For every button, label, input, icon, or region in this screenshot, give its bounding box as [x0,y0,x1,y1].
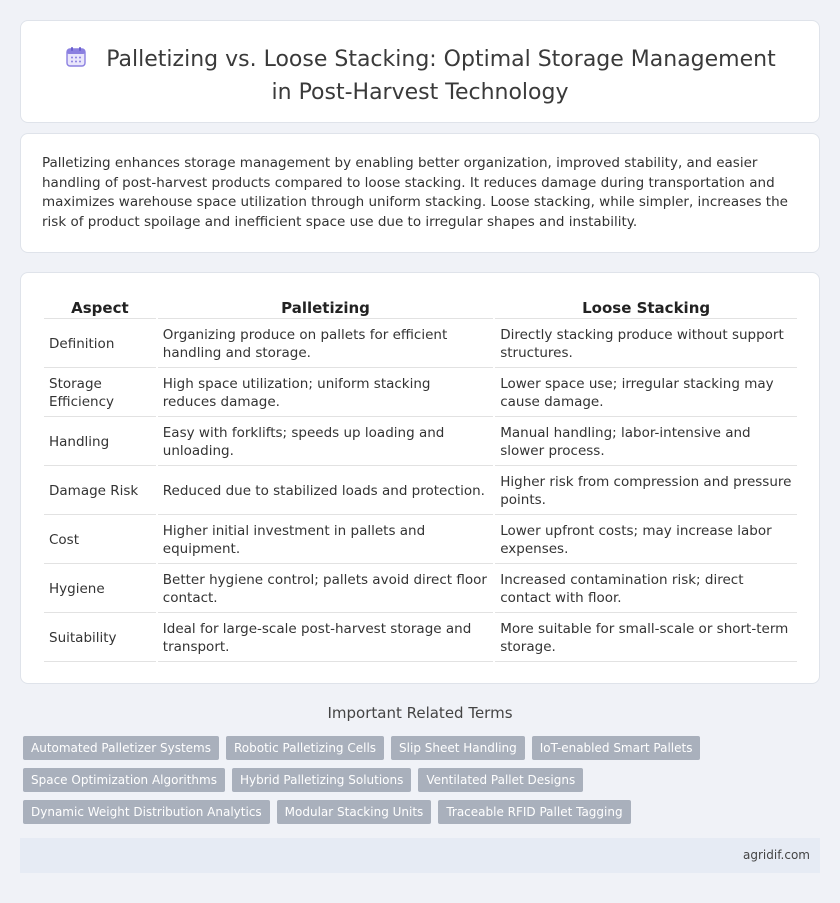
column-header-aspect: Aspect [44,297,156,319]
table-row [44,517,797,564]
related-term-tag[interactable]: Space Optimization Algorithms [23,768,225,792]
related-term-tag[interactable]: Robotic Palletizing Cells [226,736,384,760]
row-palletizing: Ideal for large-scale post-harvest storage and transport. [158,615,493,662]
table-row [44,468,797,515]
row-aspect: Storage Efficiency [44,370,156,417]
intro-paragraph: Palletizing enhances storage management by enabling better organization, improved stability, and easier handling of post-harvest products compared to loose stacking. It reduces damage during transportation and maximizes warehouse space utilization through uniform stacking. Loose stacking, while simpler, increases the risk of product spoilage and inefficient space use due to irregular shapes and instability. [42,155,788,230]
intro-card [20,133,820,253]
row-loose-stacking: More suitable for small-scale or short-term storage. [495,615,797,662]
related-term-tag[interactable]: Hybrid Palletizing Solutions [232,768,411,792]
row-aspect: Damage Risk [44,468,156,515]
row-aspect: Handling [44,419,156,466]
row-aspect: Definition [44,321,156,368]
related-term-tag[interactable]: Slip Sheet Handling [391,736,525,760]
table-row [44,566,797,613]
table-header-row [44,297,797,319]
row-loose-stacking: Higher risk from compression and pressure points. [495,468,797,515]
row-loose-stacking: Manual handling; labor-intensive and slower process. [495,419,797,466]
row-palletizing: Organizing produce on pallets for efficient handling and storage. [158,321,493,368]
page-title-wrap [61,45,779,108]
related-terms-heading: Important Related Terms [327,704,513,722]
related-term-tag[interactable]: Modular Stacking Units [277,800,432,824]
related-term-tag[interactable]: IoT-enabled Smart Pallets [532,736,701,760]
related-term-tag[interactable]: Ventilated Pallet Designs [418,768,583,792]
related-term-tag[interactable]: Dynamic Weight Distribution Analytics [23,800,270,824]
calendar-icon [64,45,88,78]
table-row [44,321,797,368]
row-loose-stacking: Directly stacking produce without support structures. [495,321,797,368]
row-aspect: Cost [44,517,156,564]
column-header-loose-stacking: Loose Stacking [495,297,797,319]
page-title: Palletizing vs. Loose Stacking: Optimal Storage Management in Post-Harvest Technology [106,47,776,105]
row-palletizing: Easy with forklifts; speeds up loading and unloading. [158,419,493,466]
column-header-palletizing: Palletizing [158,297,493,319]
title-card [20,20,820,123]
footer-site-link[interactable]: agridif.com [743,848,810,862]
related-term-tag[interactable]: Automated Palletizer Systems [23,736,219,760]
table-row [44,370,797,417]
row-loose-stacking: Lower space use; irregular stacking may cause damage. [495,370,797,417]
footer [20,838,820,873]
comparison-card [20,272,820,684]
table-row [44,419,797,466]
row-loose-stacking: Lower upfront costs; may increase labor expenses. [495,517,797,564]
row-aspect: Hygiene [44,566,156,613]
row-aspect: Suitability [44,615,156,662]
row-palletizing: High space utilization; uniform stacking reduces damage. [158,370,493,417]
row-loose-stacking: Increased contamination risk; direct contact with floor. [495,566,797,613]
table-row [44,615,797,662]
row-palletizing: Higher initial investment in pallets and equipment. [158,517,493,564]
comparison-table [42,295,799,664]
row-palletizing: Reduced due to stabilized loads and protection. [158,468,493,515]
related-term-tag[interactable]: Traceable RFID Pallet Tagging [438,800,630,824]
row-palletizing: Better hygiene control; pallets avoid direct floor contact. [158,566,493,613]
related-terms-list [23,736,803,824]
